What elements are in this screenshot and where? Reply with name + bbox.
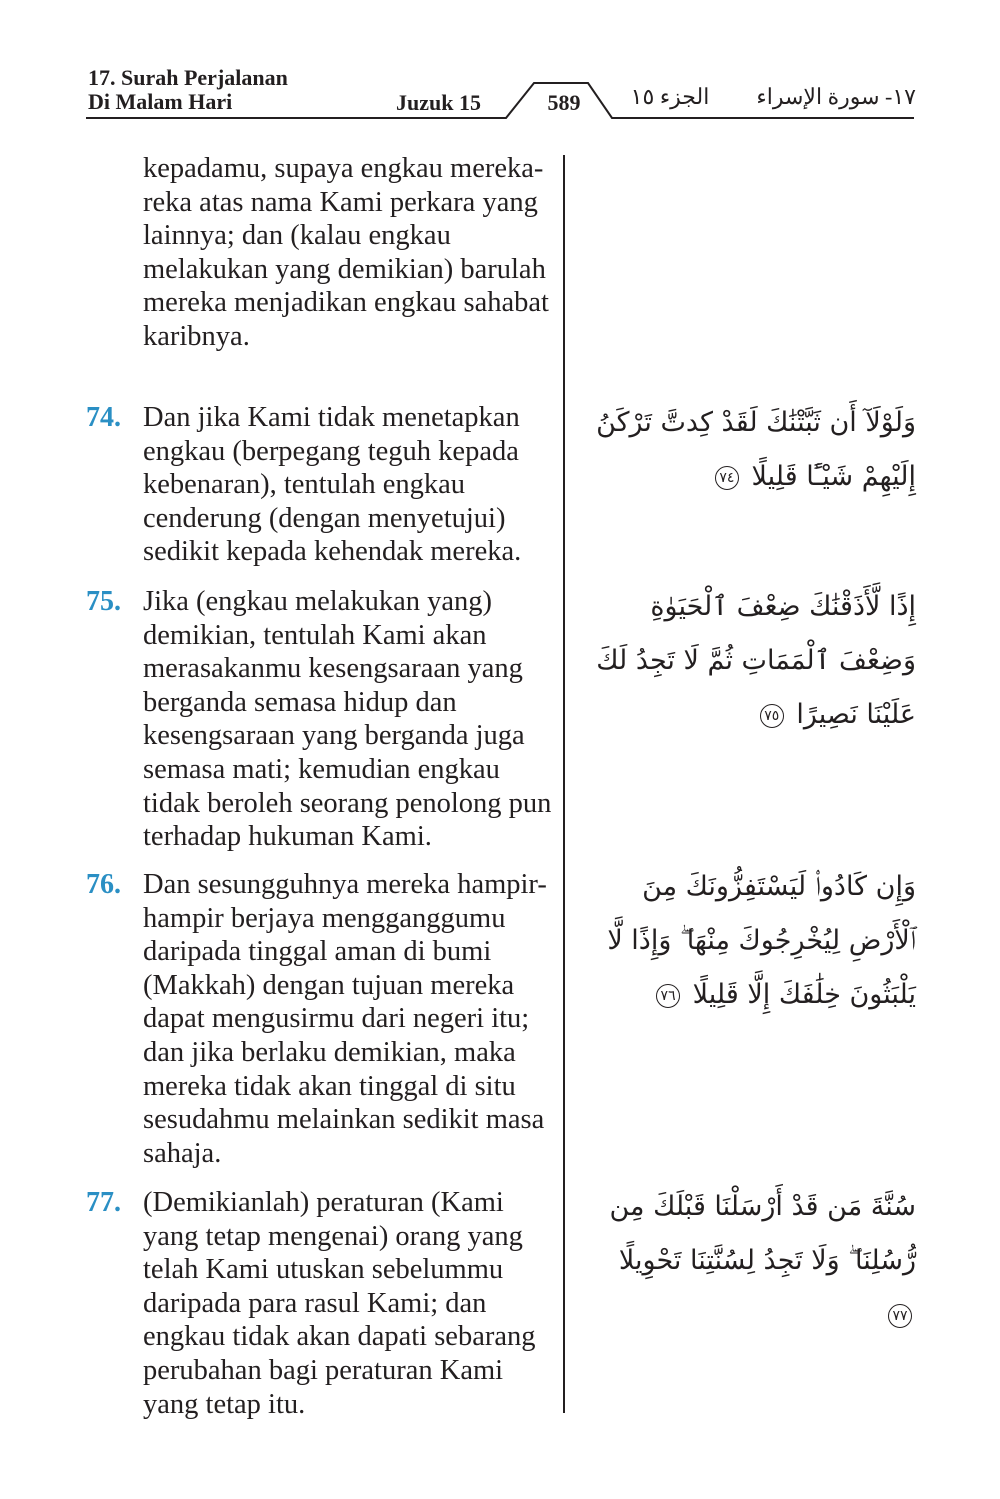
juz-label-arabic: الجزء ١٥ xyxy=(630,84,710,109)
verse-number: 76. xyxy=(86,869,121,900)
verse-arabic xyxy=(588,396,916,504)
verse-number: 75. xyxy=(86,586,121,617)
verse-number: 77. xyxy=(86,1187,121,1218)
continuation-translation: kepadamu, supaya engkau mereka-reka atas nama Kami perkara yang lainnya; dan (kalau engkau melakukan yang demikian) barulah mereka menjadikan engkau sahabat karibnya. xyxy=(143,153,549,352)
surah-title-arabic: ١٧- سورة الإسراء xyxy=(756,84,916,109)
ayah-number-marker: ٧٤ xyxy=(715,466,739,490)
verse-translation: (Demikianlah) peraturan (Kami yang tetap mengenai) orang yang telah Kami utuskan sebelummu daripada para rasul Kami; dan engkau tidak akan dapati sebarang perubahan bagi peraturan Kami yang tetap itu. xyxy=(143,1187,536,1420)
ayah-number-marker: ٧٦ xyxy=(656,984,680,1008)
header-rule xyxy=(0,0,1000,130)
surah-title-line1: 17. Surah Perjalanan xyxy=(88,65,288,90)
surah-title-line2: Di Malam Hari xyxy=(88,89,233,114)
verse-arabic xyxy=(588,580,916,742)
verse-arabic xyxy=(588,1180,916,1342)
verse-translation: Dan sesungguhnya mereka hampir-hampir berjaya mengganggumu daripada tinggal aman di bumi (Makkah) dengan tujuan mereka dapat mengusirmu dari negeri itu; dan jika berlaku demikian, maka mereka tidak akan tinggal di situ sesudahmu melainkan sedikit masa sahaja. xyxy=(143,869,547,1169)
verse-arabic-text: سُنَّةَ مَن قَدْ أَرْسَلْنَا قَبْلَكَ مِن رُّسُلِنَا ۖ وَلَا تَجِدُ لِسُنَّتِنَا تَحْوِيلًا xyxy=(609,1191,916,1276)
verse-translation: Dan jika Kami tidak menetapkan engkau (berpegang teguh kepada kebenaran), tentulah engkau cenderung (dengan menyetujui) sedikit kepada kehendak mereka. xyxy=(143,402,522,568)
verse-number: 74. xyxy=(86,402,121,433)
ayah-number-marker: ٧٧ xyxy=(888,1304,912,1328)
verse-arabic-text: وَلَوْلَآ أَن ثَبَّتْنَٰكَ لَقَدْ كِدتَّ تَرْكَنُ إِلَيْهِمْ شَيْـًٔا قَلِيلًا xyxy=(596,407,916,492)
verse-translation: Jika (engkau melakukan yang) demikian, tentulah Kami akan merasakanmu kesengsaraan yang berganda semasa hidup dan kesengsaraan yang berganda juga semasa mati; kemudian engkau tidak beroleh seorang penolong pun terhadap hukuman Kami. xyxy=(143,586,552,853)
verse-arabic-text: إِذًا لَّأَذَقْنَٰكَ ضِعْفَ ٱلْحَيَوٰةِ وَضِعْفَ ٱلْمَمَاتِ ثُمَّ لَا تَجِدُ لَكَ عَلَيْنَا نَصِيرًا xyxy=(596,591,916,730)
column-divider xyxy=(563,155,565,1413)
verse-arabic-text: وَإِن كَادُوا۟ لَيَسْتَفِزُّونَكَ مِنَ ٱلْأَرْضِ لِيُخْرِجُوكَ مِنْهَا ۖ وَإِذًا لَّا يَلْبَثُونَ خِلَٰفَكَ إِلَّا قَلِيلًا xyxy=(607,871,916,1010)
page-number: 589 xyxy=(547,90,581,115)
ayah-number-marker: ٧٥ xyxy=(760,704,784,728)
page-header xyxy=(0,0,1000,130)
juzuk-label: Juzuk 15 xyxy=(396,90,481,115)
verse-arabic xyxy=(588,860,916,1022)
